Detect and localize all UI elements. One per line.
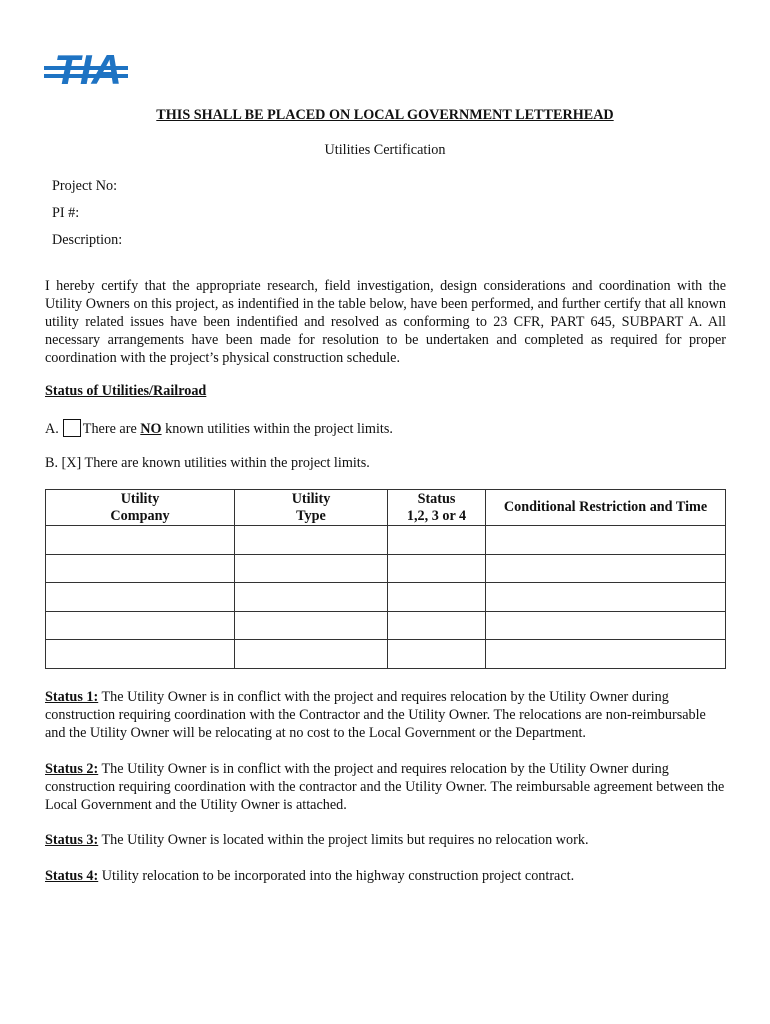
header-conditional-restriction: Conditional Restriction and Time	[486, 490, 726, 526]
letterhead-heading: THIS SHALL BE PLACED ON LOCAL GOVERNMENT LETTERHEAD	[156, 107, 614, 123]
table-cell[interactable]	[235, 611, 388, 640]
option-a-emphasis: NO	[140, 421, 162, 437]
status-1-definition	[45, 688, 726, 742]
status-2-definition	[45, 760, 726, 814]
table-cell[interactable]	[235, 640, 388, 669]
project-no-label: Project No:	[52, 178, 118, 194]
status-3-label: Status 3:	[45, 832, 99, 848]
table-row	[46, 611, 726, 640]
document-title: Utilities Certification	[324, 142, 446, 158]
table-cell[interactable]	[388, 554, 486, 583]
table-cell[interactable]	[486, 583, 726, 612]
table-header-row	[46, 490, 726, 526]
tia-logo	[44, 44, 134, 90]
table-cell[interactable]	[46, 526, 235, 555]
table-row	[46, 640, 726, 669]
status-4-label: Status 4:	[45, 868, 99, 884]
description-label: Description:	[52, 232, 123, 248]
status-1-label: Status 1:	[45, 689, 99, 705]
status-4-definition	[45, 867, 726, 885]
table-cell[interactable]	[486, 611, 726, 640]
status-2-text: The Utility Owner is in conflict with the project and requires relocation by the Utility Owner during construction requiring coordination with the contractor and the Utility Owner. The reimbursable agreement between the Local Government and the Utility Owner is attached.	[45, 761, 725, 813]
header-utility-type: Utility Type	[235, 490, 388, 526]
status-3-text: The Utility Owner is located within the project limits but requires no relocation work.	[98, 832, 589, 848]
option-a-text-before: There are	[82, 421, 141, 437]
status-4-text: Utility relocation to be incorporated into the highway construction project contract.	[98, 868, 575, 884]
certification-paragraph: I hereby certify that the appropriate research, field investigation, design considerations and coordination with the Utility Owners on this project, as indentified in the table below, have been performed, and further certify that all known utility related issues have been indentified and resolved as conforming to 23 CFR, PART 645, SUBPART A. All necessary arrangements have been made for resolution to be undertaken and completed as required for proper coordination with the project’s physical construction schedule.	[45, 278, 726, 366]
table-cell[interactable]	[46, 640, 235, 669]
option-a-prefix: A.	[45, 421, 59, 437]
table-cell[interactable]	[486, 526, 726, 555]
table-cell[interactable]	[46, 554, 235, 583]
table-row	[46, 583, 726, 612]
option-a	[45, 419, 393, 438]
option-b: B. [X] There are known utilities within the project limits.	[45, 455, 370, 471]
header-utility-company: Utility Company	[46, 490, 235, 526]
table-cell[interactable]	[235, 554, 388, 583]
table-row	[46, 554, 726, 583]
option-a-text-after: known utilities within the project limits.	[161, 421, 393, 437]
logo-text: TIA	[54, 46, 122, 90]
table-cell[interactable]	[486, 554, 726, 583]
table-cell[interactable]	[46, 583, 235, 612]
table-cell[interactable]	[486, 640, 726, 669]
table-cell[interactable]	[388, 640, 486, 669]
no-utilities-checkbox[interactable]	[63, 419, 81, 437]
pi-label: PI #:	[52, 205, 80, 221]
status-section-title: Status of Utilities/Railroad	[45, 383, 207, 399]
table-cell[interactable]	[388, 611, 486, 640]
table-cell[interactable]	[235, 583, 388, 612]
status-1-text: The Utility Owner is in conflict with the project and requires relocation by the Utility Owner during construction requiring coordination with the Contractor and the Utility Owner. The relocations are non-reimbursable and the Utility Owner will be relocating at no cost to the Local Government or the Department.	[45, 689, 706, 741]
status-3-definition	[45, 831, 726, 849]
utilities-table	[45, 489, 726, 669]
status-2-label: Status 2:	[45, 761, 99, 777]
table-cell[interactable]	[388, 583, 486, 612]
table-row	[46, 526, 726, 555]
table-cell[interactable]	[46, 611, 235, 640]
table-cell[interactable]	[388, 526, 486, 555]
header-status: Status 1,2, 3 or 4	[388, 490, 486, 526]
table-cell[interactable]	[235, 526, 388, 555]
